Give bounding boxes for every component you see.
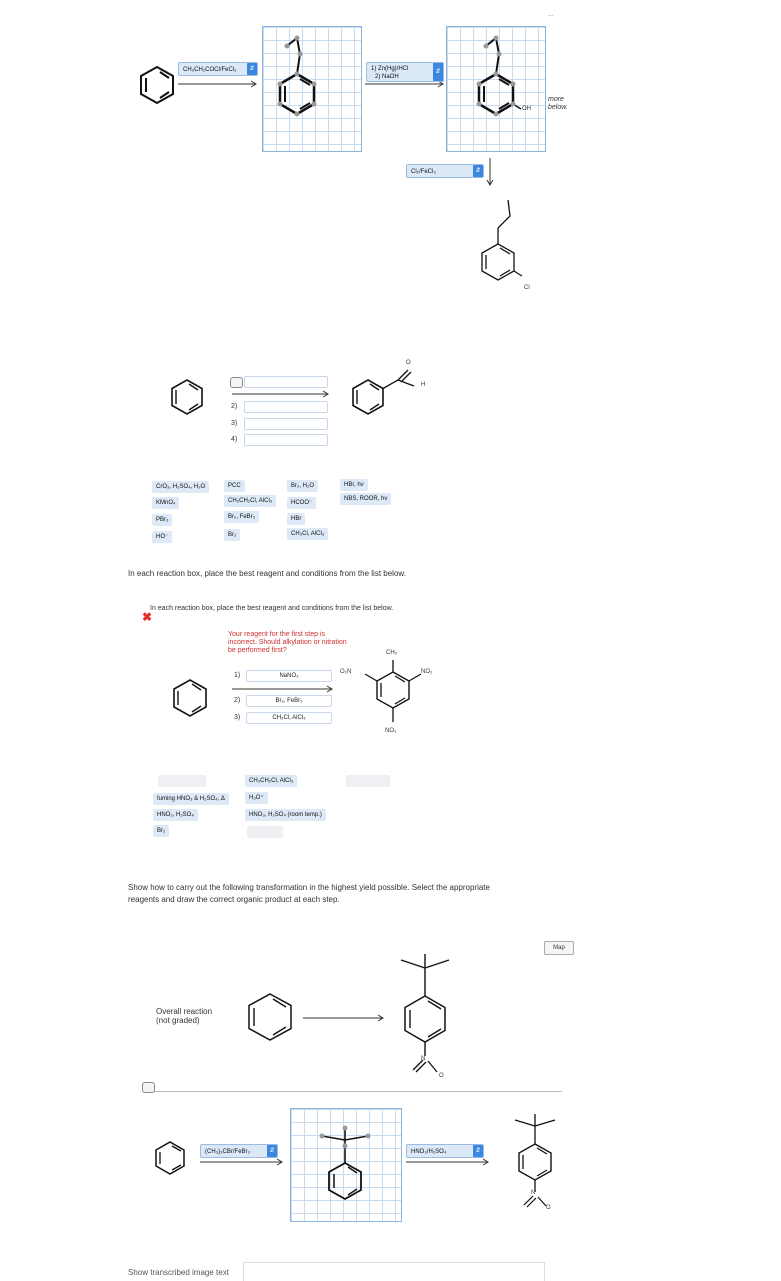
reagent-chip[interactable]: H₃O⁺ [245, 792, 268, 804]
step3-input-1[interactable] [246, 670, 332, 682]
reagent-dropdown-3[interactable] [406, 164, 484, 178]
step3-reagent-1: NaNO₃ [279, 673, 299, 679]
reagent-dropdown-1-label: CH₃CH₂COCl/FeCl₃ [183, 67, 237, 73]
reagent-chip[interactable]: HCOO⁻ [287, 497, 316, 509]
reagent-chip[interactable]: HBr [287, 513, 305, 525]
tert-butylbenzene-structure [290, 1108, 400, 1220]
reagent-dropdown-5[interactable] [406, 1144, 484, 1158]
benzene-start-2 [168, 378, 206, 416]
reagent-chip[interactable]: Br₂ [224, 529, 240, 541]
step3-num-1: 1) [234, 672, 241, 679]
n-label: N [421, 1056, 426, 1062]
reagent-chip[interactable]: HNO₂, H₂SO₄ [153, 809, 198, 821]
empty-chip-slot[interactable] [346, 775, 390, 787]
feedback-message: Your reagent for the first step is incorrect. Should alkylation or nitration be performed first? [228, 631, 347, 654]
no2-right-label: NO₂ [421, 669, 433, 675]
n-label-final: N [531, 1190, 536, 1196]
arrow-4a [200, 1158, 286, 1166]
tnt-structure [340, 650, 450, 740]
reagent-chip[interactable]: HNO₃, H₂SO₄ (room temp.) [245, 809, 326, 821]
benzene-overall [245, 992, 295, 1042]
more-below-note: more below. [548, 96, 568, 111]
reagent-chip[interactable]: Br₂, H₂O [287, 480, 318, 492]
ch3-label: CH₃ [386, 650, 398, 656]
o-label: O [406, 360, 411, 366]
benzene-start-3 [170, 678, 210, 718]
alcohol-structure [446, 26, 544, 150]
reagent-chip[interactable]: PCC [224, 480, 245, 492]
reagent-chip[interactable]: PBr₃ [152, 514, 172, 526]
arrow-overall [303, 1014, 387, 1022]
overall-label-line1: Overall reaction [156, 1007, 213, 1016]
arrow-3 [232, 685, 336, 693]
arrow-4b [406, 1158, 492, 1166]
step3-num-2: 2) [234, 697, 241, 704]
chevron-updown-icon: ⇵ [473, 1145, 483, 1157]
step-num-3: 3) [231, 420, 238, 427]
comment-icon[interactable] [230, 377, 243, 388]
instruction-text-2: In each reaction box, place the best reagent and conditions from the list below. [128, 569, 406, 578]
step3-input-3[interactable] [246, 712, 332, 724]
instruction-text-4-line1: Show how to carry out the following transformation in the highest yield possible. Select the appropriate [128, 883, 490, 892]
reagent-chip[interactable]: HO⁻ [152, 531, 172, 543]
o2n-label: O₂N [340, 669, 352, 675]
reagent-dropdown-3-label: Cl₂/FeCl₃ [411, 169, 436, 175]
empty-chip-slot[interactable] [158, 775, 206, 787]
step-input-3[interactable] [244, 418, 328, 430]
reagent-chip[interactable]: HBr, hν [340, 479, 368, 491]
reagent-chip[interactable]: NBS, ROOR, hν [340, 493, 391, 505]
o-minus-label: O [439, 1073, 444, 1079]
overall-label-line2: (not graded) [156, 1016, 200, 1025]
arrow-1a [178, 80, 260, 88]
reagent-dropdown-2-line1: 1) Zn(Hg)/HCl [371, 66, 409, 72]
show-transcribed-link[interactable]: Show transcribed image text [128, 1268, 229, 1277]
arrow-down-1 [486, 158, 494, 188]
incorrect-x-icon: ✖ [142, 610, 153, 624]
chloro-product-structure [470, 198, 540, 298]
reagent-chip[interactable]: CH₃Cl, AlCl₃ [287, 528, 328, 540]
reagent-chip[interactable]: CH₃CH₂Cl, AlCl₃ [245, 775, 297, 787]
step-input-2[interactable] [244, 401, 328, 413]
step-num-2: 2) [231, 403, 238, 410]
instruction-text-3: In each reaction box, place the best reagent and conditions from the list below. [150, 605, 394, 612]
chevron-updown-icon: ⇵ [267, 1145, 277, 1157]
h-label: H [421, 382, 426, 388]
step3-reagent-3: CH₃Cl, AlCl₃ [272, 715, 306, 721]
step3-input-2[interactable] [246, 695, 332, 707]
instruction-text-4-line2: reagents and draw the correct organic product at each step. [128, 895, 340, 904]
benzene-start-4 [152, 1140, 188, 1176]
reagent-dropdown-2[interactable] [366, 62, 444, 82]
map-button-label: Map [553, 945, 565, 951]
reagent-chip[interactable]: fuming HNO₃ & H₂SO₄, Δ [153, 793, 229, 805]
step-input-1[interactable] [244, 376, 328, 388]
step-num-4: 4) [231, 436, 238, 443]
no2-bottom-label: NO₂ [385, 728, 397, 734]
product-overall-structure [395, 944, 455, 1084]
reagent-dropdown-4[interactable] [200, 1144, 278, 1158]
map-button[interactable] [544, 941, 574, 955]
reagent-dropdown-4-label: (CH₃)₃CBr/FeBr₃ [205, 1149, 250, 1155]
benzaldehyde-structure [350, 360, 430, 420]
reagent-dropdown-5-label: HNO₃/H₂SO₄ [411, 1149, 447, 1155]
final-product-structure [505, 1108, 565, 1226]
reagent-chip[interactable]: CrO₃, H₂SO₄, H₂O [152, 481, 209, 493]
oh-label: OH [522, 106, 531, 112]
o-minus-label-final: O [546, 1205, 551, 1211]
reagent-chip[interactable]: KMnO₄ [152, 497, 179, 509]
benzene-start-1 [137, 65, 177, 105]
reagent-dropdown-2-line2: 2) NaOH [375, 74, 399, 80]
arrow-2 [232, 390, 332, 398]
step3-reagent-2: Br₂, FeBr₃ [275, 698, 303, 704]
reagent-dropdown-1[interactable] [178, 62, 258, 76]
top-right-mark: ... [548, 12, 554, 18]
reagent-chip[interactable]: CH₃CH₂Cl, AlCl₃ [224, 495, 276, 507]
propiophenone-structure [262, 26, 360, 150]
chevron-updown-icon: ⇵ [247, 63, 257, 75]
step-input-4[interactable] [244, 434, 328, 446]
cl-label: Cl [524, 285, 530, 291]
divider-line [152, 1091, 562, 1092]
step3-num-3: 3) [234, 714, 241, 721]
comment-icon[interactable] [142, 1082, 155, 1093]
chevron-updown-icon: ⇵ [433, 63, 443, 81]
transcribed-text-box [243, 1262, 545, 1281]
reagent-chip[interactable]: Br₂, FeBr₃ [224, 511, 259, 523]
empty-chip-slot[interactable] [247, 826, 283, 838]
reagent-chip[interactable]: Br₂ [153, 825, 169, 837]
chevron-updown-icon: ⇵ [473, 165, 483, 177]
